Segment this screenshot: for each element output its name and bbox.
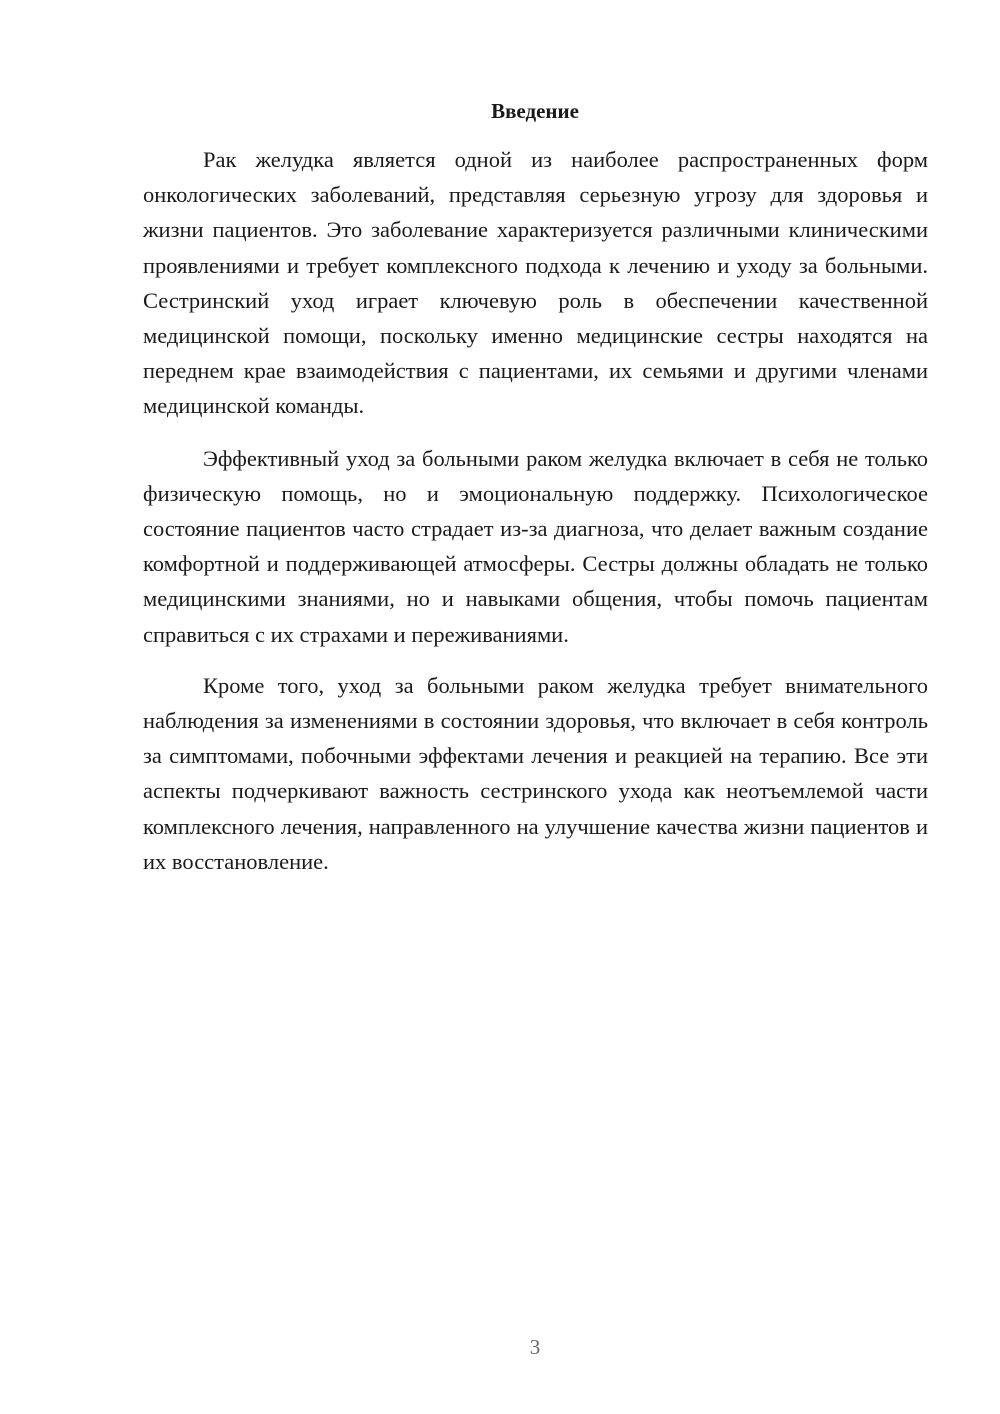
section-title: Введение — [491, 99, 579, 123]
page-number: 3 — [529, 1335, 541, 1359]
paragraph-3: Кроме того, уход за больными раком желудка требует внимательного наблюдения за изменениями в состоянии здоровья, что включает в себя контроль за симптомами, побочными эффектами лечения и реакцией на терапию. Все эти аспекты подчеркивают важность сестринского ухода как неотъемлемой части комплексного лечения, направленного на улучшение качества жизни пациентов и их восстановление. — [143, 672, 928, 874]
paragraph-2: Эффективный уход за больными раком желудка включает в себя не только физическую помощь, но и эмоциональную поддержку. Психологическое состояние пациентов часто страдает из-за диагноза, что делает важным создание комфортной и поддерживающей атмосферы. Сестры должны обладать не только медицинскими знаниями, но и навыками общения, чтобы помочь пациентам справиться с их страхами и переживаниями. — [143, 445, 928, 647]
paragraph-1: Рак желудка является одной из наиболее распространенных форм онкологических заболеваний, представляя серьезную угрозу для здоровья и жизни пациентов. Это заболевание характеризуется различными клиническими проявлениями и требует комплексного подхода к лечению и уходу за больными. Сестринский уход играет ключевую роль в обеспечении качественной медицинской помощи, поскольку именно медицинские сестры находятся на переднем крае взаимодействия с пациентами, их семьями и другими членами медицинской команды. — [143, 147, 928, 419]
body-text — [143, 142, 928, 879]
